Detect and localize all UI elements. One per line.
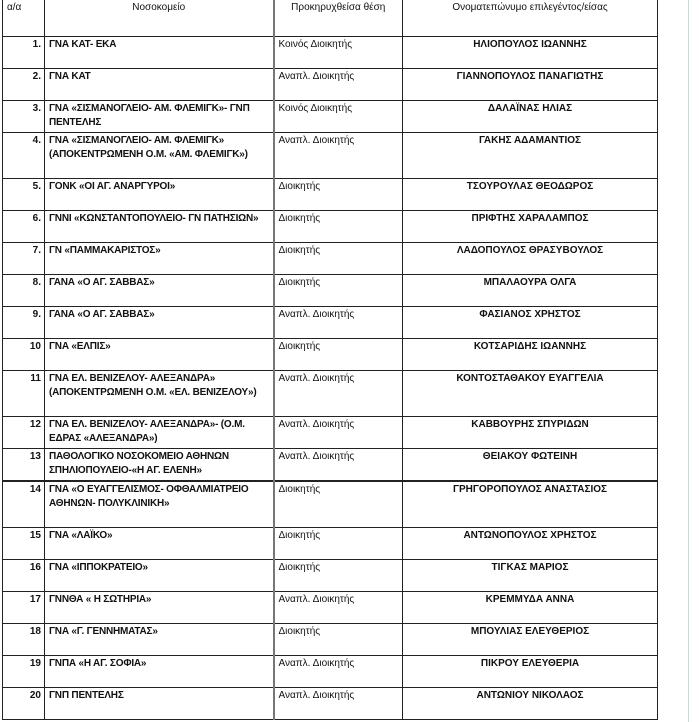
hospital-cell: ΓΑΝΑ «Ο ΑΓ. ΣΑΒΒΑΣ» xyxy=(45,275,274,307)
name-cell: ΓΑΚΗΣ ΑΔΑΜΑΝΤΙΟΣ xyxy=(403,133,658,179)
name-cell: ΑΝΤΩΝΟΠΟΥΛΟΣ ΧΡΗΣΤΟΣ xyxy=(403,528,658,560)
position-cell: Αναπλ. Διοικητής xyxy=(274,417,403,449)
row-number: 13 xyxy=(3,449,45,482)
hospital-cell: ΓΝΑ ΚΑΤ xyxy=(45,69,274,101)
hospital-cell: ΓΝΑ «ΛΑΪΚΟ» xyxy=(45,528,274,560)
header-row xyxy=(3,0,658,37)
name-cell: ΚΟΝΤΟΣΤΑΘΑΚΟΥ ΕΥΑΓΓΕΛΙΑ xyxy=(403,371,658,417)
hospital-cell: ΓΝΑ «ΕΛΠΙΣ» xyxy=(45,339,274,371)
position-cell: Διοικητής xyxy=(274,481,403,528)
header-num: α/α xyxy=(3,0,45,37)
table-row xyxy=(3,528,658,560)
row-number: 1. xyxy=(3,37,45,69)
row-number: 17 xyxy=(3,592,45,624)
row-number: 15 xyxy=(3,528,45,560)
hospital-cell: ΓΝΝΘΑ « Η ΣΩΤΗΡΙΑ» xyxy=(45,592,274,624)
row-number: 20 xyxy=(3,688,45,720)
hospital-cell: ΓΝΑ «ΣΙΣΜΑΝΟΓΛΕΙΟ- ΑΜ. ΦΛΕΜΙΓΚ»- ΓΝΠ ΠΕΝΤΕΛΗΣ xyxy=(45,101,274,133)
name-cell: ΜΠΟΥΛΙΑΣ ΕΛΕΥΘΕΡΙΟΣ xyxy=(403,624,658,656)
row-number: 8. xyxy=(3,275,45,307)
row-number: 9. xyxy=(3,307,45,339)
table-row xyxy=(3,243,658,275)
table-row xyxy=(3,592,658,624)
row-number: 4. xyxy=(3,133,45,179)
table-row xyxy=(3,624,658,656)
position-cell: Κοινός Διοικητής xyxy=(274,37,403,69)
table-row xyxy=(3,133,658,179)
hospital-cell: ΠΑΘΟΛΟΓΙΚΟ ΝΟΣΟΚΟΜΕΙΟ ΑΘΗΝΩΝ ΣΠΗΛΙΟΠΟΥΛΕΙΟ-«Η ΑΓ. ΕΛΕΝΗ» xyxy=(45,449,274,482)
header-position: Προκηρυχθείσα θέση xyxy=(274,0,403,37)
table-row xyxy=(3,371,658,417)
appointments-table xyxy=(2,0,658,720)
row-number: 2. xyxy=(3,69,45,101)
table-row xyxy=(3,179,658,211)
position-cell: Διοικητής xyxy=(274,560,403,592)
row-number: 5. xyxy=(3,179,45,211)
table-row xyxy=(3,417,658,449)
hospital-cell: ΓΝΑ «Ο ΕΥΑΓΓΕΛΙΣΜΟΣ- ΟΦΘΑΛΜΙΑΤΡΕΙΟ ΑΘΗΝΩΝ- ΠΟΛΥΚΛΙΝΙΚΗ» xyxy=(45,481,274,528)
table-row xyxy=(3,307,658,339)
name-cell: ΑΝΤΩΝΙΟΥ ΝΙΚΟΛΑΟΣ xyxy=(403,688,658,720)
hospital-cell: ΓΝΑ «ΙΠΠΟΚΡΑΤΕΙΟ» xyxy=(45,560,274,592)
table-row xyxy=(3,101,658,133)
position-cell: Αναπλ. Διοικητής xyxy=(274,133,403,179)
name-cell: ΔΑΛΑΪΝΑΣ ΗΛΙΑΣ xyxy=(403,101,658,133)
hospital-cell: ΓΟΝΚ «ΟΙ ΑΓ. ΑΝΑΡΓΥΡΟΙ» xyxy=(45,179,274,211)
name-cell: ΠΡΙΦΤΗΣ ΧΑΡΑΛΑΜΠΟΣ xyxy=(403,211,658,243)
table-row xyxy=(3,275,658,307)
header-name: Ονοματεπώνυμο επιλεγέντος/είσας xyxy=(403,0,658,37)
name-cell: ΚΑΒΒΟΥΡΗΣ ΣΠΥΡΙΔΩΝ xyxy=(403,417,658,449)
position-cell: Διοικητής xyxy=(274,275,403,307)
table-row xyxy=(3,211,658,243)
name-cell: ΠΙΚΡΟΥ ΕΛΕΥΘΕΡΙΑ xyxy=(403,656,658,688)
position-cell: Αναπλ. Διοικητής xyxy=(274,371,403,417)
hospital-cell: ΓΝΑ «Γ. ΓΕΝΝΗΜΑΤΑΣ» xyxy=(45,624,274,656)
name-cell: ΘΕΙΑΚΟΥ ΦΩΤΕΙΝΗ xyxy=(403,449,658,482)
row-number: 10 xyxy=(3,339,45,371)
header-hospital: Νοσοκομείο xyxy=(45,0,274,37)
row-number: 6. xyxy=(3,211,45,243)
position-cell: Διοικητής xyxy=(274,528,403,560)
row-number: 7. xyxy=(3,243,45,275)
position-cell: Αναπλ. Διοικητής xyxy=(274,307,403,339)
hospital-cell: ΓΝΑ «ΣΙΣΜΑΝΟΓΛΕΙΟ- ΑΜ. ΦΛΕΜΙΓΚ» (ΑΠΟΚΕΝΤΡΩΜΕΝΗ Ο.Μ. «ΑΜ. ΦΛΕΜΙΓΚ») xyxy=(45,133,274,179)
hospital-cell: ΓΝ «ΠΑΜΜΑΚΑΡΙΣΤΟΣ» xyxy=(45,243,274,275)
hospital-cell: ΓΝΑ ΕΛ. ΒΕΝΙΖΕΛΟΥ- ΑΛΕΞΑΝΔΡΑ» (ΑΠΟΚΕΝΤΡΩΜΕΝΗ Ο.Μ. «ΕΛ. ΒΕΝΙΖΕΛΟΥ») xyxy=(45,371,274,417)
row-number: 18 xyxy=(3,624,45,656)
position-cell: Αναπλ. Διοικητής xyxy=(274,688,403,720)
position-cell: Αναπλ. Διοικητής xyxy=(274,656,403,688)
table-row xyxy=(3,37,658,69)
row-number: 14 xyxy=(3,481,45,528)
hospital-cell: ΓΝΝΙ «ΚΩΝΣΤΑΝΤΟΠΟΥΛΕΙΟ- ΓΝ ΠΑΤΗΣΙΩΝ» xyxy=(45,211,274,243)
hospital-cell: ΓΝΑ ΚΑΤ- ΕΚΑ xyxy=(45,37,274,69)
table-row xyxy=(3,339,658,371)
row-number: 3. xyxy=(3,101,45,133)
hospital-cell: ΓΑΝΑ «Ο ΑΓ. ΣΑΒΒΑΣ» xyxy=(45,307,274,339)
position-cell: Διοικητής xyxy=(274,624,403,656)
hospital-cell: ΓΝΠΑ «Η ΑΓ. ΣΟΦΙΑ» xyxy=(45,656,274,688)
name-cell: ΗΛΙΟΠΟΥΛΟΣ ΙΩΑΝΝΗΣ xyxy=(403,37,658,69)
table-row xyxy=(3,560,658,592)
row-number: 11 xyxy=(3,371,45,417)
table-row xyxy=(3,481,658,528)
position-cell: Διοικητής xyxy=(274,243,403,275)
position-cell: Διοικητής xyxy=(274,211,403,243)
name-cell: ΤΙΓΚΑΣ ΜΑΡΙΟΣ xyxy=(403,560,658,592)
page-edge-line xyxy=(688,0,689,722)
name-cell: ΜΠΑΛΑΟΥΡΑ ΟΛΓΑ xyxy=(403,275,658,307)
name-cell: ΚΡΕΜΜΥΔΑ ΑΝΝΑ xyxy=(403,592,658,624)
position-cell: Διοικητής xyxy=(274,179,403,211)
name-cell: ΛΑΔΟΠΟΥΛΟΣ ΘΡΑΣΥΒΟΥΛΟΣ xyxy=(403,243,658,275)
table-row xyxy=(3,449,658,482)
row-number: 19 xyxy=(3,656,45,688)
position-cell: Αναπλ. Διοικητής xyxy=(274,592,403,624)
hospital-cell: ΓΝΑ ΕΛ. ΒΕΝΙΖΕΛΟΥ- ΑΛΕΞΑΝΔΡΑ»- (Ο.Μ. ΕΔΡΑΣ «ΑΛΕΞΑΝΔΡΑ») xyxy=(45,417,274,449)
name-cell: ΓΡΗΓΟΡΟΠΟΥΛΟΣ ΑΝΑΣΤΑΣΙΟΣ xyxy=(403,481,658,528)
table-row xyxy=(3,688,658,720)
name-cell: ΦΑΣΙΑΝΟΣ ΧΡΗΣΤΟΣ xyxy=(403,307,658,339)
position-cell: Αναπλ. Διοικητής xyxy=(274,69,403,101)
position-cell: Διοικητής xyxy=(274,339,403,371)
row-number: 16 xyxy=(3,560,45,592)
name-cell: ΚΟΤΣΑΡΙΔΗΣ ΙΩΑΝΝΗΣ xyxy=(403,339,658,371)
table-row xyxy=(3,656,658,688)
hospital-cell: ΓΝΠ ΠΕΝΤΕΛΗΣ xyxy=(45,688,274,720)
position-cell: Κοινός Διοικητής xyxy=(274,101,403,133)
table-row xyxy=(3,69,658,101)
name-cell: ΤΣΟΥΡΟΥΛΑΣ ΘΕΟΔΩΡΟΣ xyxy=(403,179,658,211)
row-number: 12 xyxy=(3,417,45,449)
position-cell: Αναπλ. Διοικητής xyxy=(274,449,403,482)
name-cell: ΓΙΑΝΝΟΠΟΥΛΟΣ ΠΑΝΑΓΙΩΤΗΣ xyxy=(403,69,658,101)
